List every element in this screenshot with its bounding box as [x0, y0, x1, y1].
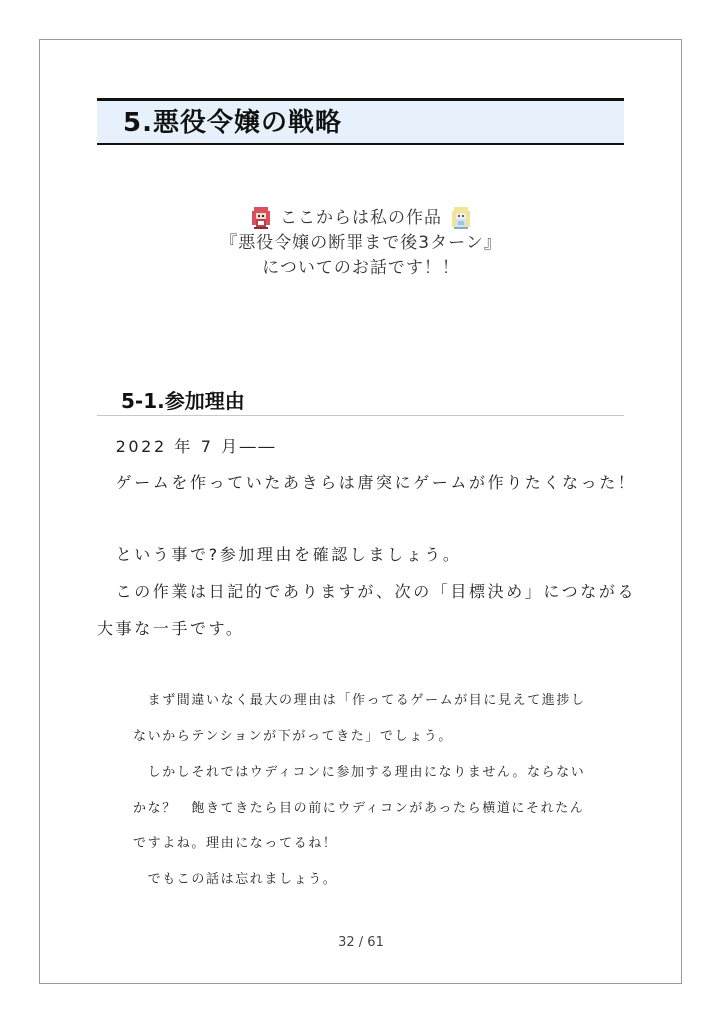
intro-line-1: ここからは私の作品: [280, 207, 442, 228]
intro-line-3: についてのお話です！！: [262, 258, 460, 278]
section-heading: [97, 388, 624, 416]
paragraph-line: という事で?参加理由を確認しましょう。: [97, 545, 462, 564]
note-line: まず間違いなく最大の理由は「作ってるゲームが目に見えて進捗し: [133, 693, 586, 708]
note-line: でもこの話は忘れましょう。: [133, 872, 338, 887]
blonde-girl-sprite-icon: [448, 205, 474, 231]
paragraph-line: この作業は日記的でありますが、次の「目標決め」につながる: [97, 582, 637, 601]
intro-line-1-row: [200, 205, 522, 231]
red-haired-girl-sprite-icon: [248, 205, 274, 231]
chapter-heading: [97, 98, 624, 145]
note-line: ないからテンションが下がってきた」でしょう。: [133, 729, 453, 744]
intro-line-2: 『悪役令嬢の断罪まで後3ターン』: [220, 233, 502, 253]
intro-block: [200, 205, 522, 281]
chapter-title: 5.悪役令嬢の戦略: [123, 108, 342, 138]
paragraph-line: 大事な一手です。: [97, 619, 245, 638]
section-title: 5-1.参加理由: [121, 389, 245, 413]
paragraph-date: 2022 年 7 月――: [97, 437, 277, 456]
note-line: かな？ 飽きてきたら目の前にウディコンがあったら横道にそれたん: [133, 801, 585, 816]
note-line: ですよね。理由になってるね！: [133, 836, 338, 851]
page-number: 32 / 61: [338, 935, 384, 950]
note-line: しかしそれではウディコンに参加する理由になりません。ならない: [133, 765, 586, 780]
paragraph-line: ゲームを作っていたあきらは唐突にゲームが作りたくなった！: [97, 473, 637, 492]
